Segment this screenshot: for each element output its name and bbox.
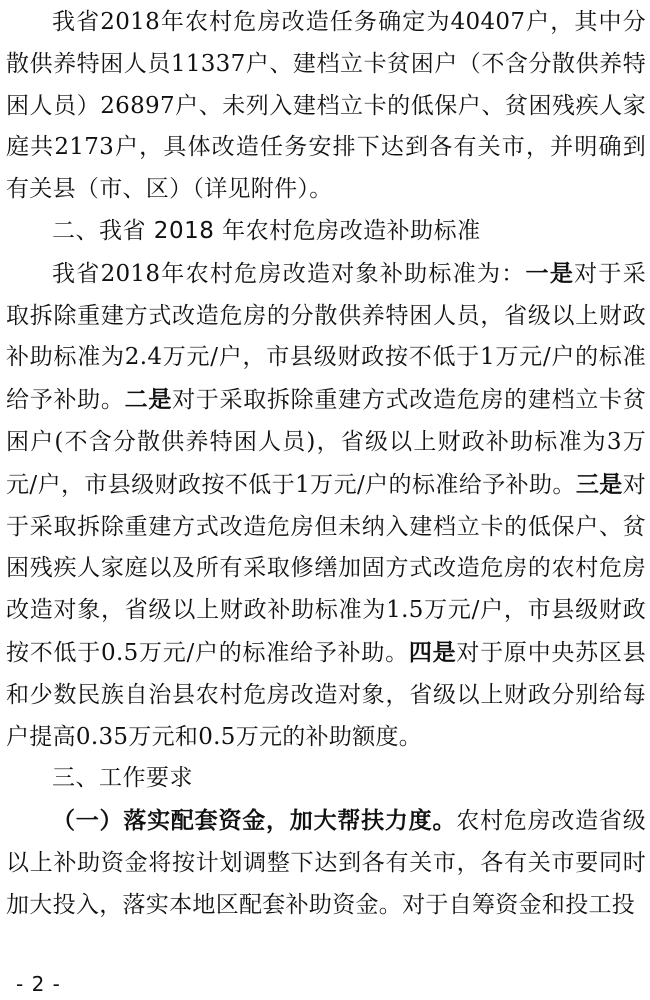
section-heading-subsidy-standard: 二、我省 2018 年农村危房改造补助标准 xyxy=(52,217,481,244)
subsidy-marker-3: 三是 xyxy=(575,470,623,498)
paragraph-task-allocation xyxy=(6,2,646,211)
subsidy-item-1: 对于采取拆除重建方式改造危房的分散供养特困人员，省级以上财政补助标准为2.4万元/户，市县级财政按不低于1万元/户的标准给予补助。 xyxy=(6,260,646,414)
paragraph-text: 我省2018年农村危房改造任务确定为40407户，其中分散供养特困人员11337户、建档立卡贫困户（不含分散供养特困人员）26897户、未列入建档立卡的低保户、贫困残疾人家庭共2173户，具体改造任务安排下达到各有关市，并明确到有关县（市、区）（详见附件）。 xyxy=(6,9,646,203)
requirement-text: 农村危房改造省级以上补助资金将按计划调整下达到各有关市，各有关市要同时加大投入，落实本地区配套补助资金。对于自筹资金和投工投 xyxy=(6,808,646,918)
paragraph-subsidy-standard xyxy=(6,253,646,759)
paragraph-funding-requirement xyxy=(6,800,646,926)
subsidy-intro: 我省2018年农村危房改造对象补助标准为： xyxy=(52,260,526,287)
requirement-lead: （一）落实配套资金，加大帮扶力度。 xyxy=(52,807,457,835)
section-heading-work-requirements: 三、工作要求 xyxy=(52,765,193,792)
subsidy-item-2: 对于采取拆除重建方式改造危房的建档立卡贫困户(不含分散供养特困人员)，省级以上财政补助标准为3万元/户，市县级财政按不低于1万元/户的标准给予补助。 xyxy=(6,387,647,498)
subsidy-item-4: 对于原中央苏区县和少数民族自治县农村危房改造对象，省级以上财政分别给每户提高0.35万元和0.5万元的补助额度。 xyxy=(6,639,646,750)
subsidy-marker-4: 四是 xyxy=(408,638,457,666)
subsidy-item-3: 对于采取拆除重建方式改造危房但未纳入建档立卡的低保户、贫困残疾人家庭以及所有采取修缮加固方式改造危房的农村危房改造对象，省级以上财政补助标准为1.5万元/户，市县级财政按不低于0.5万元/户的标准给予补助。 xyxy=(6,471,646,666)
subsidy-marker-2: 二是 xyxy=(124,386,173,414)
page-number: - 2 - xyxy=(16,972,61,996)
subsidy-marker-1: 一是 xyxy=(525,259,575,287)
document-body xyxy=(6,2,646,927)
